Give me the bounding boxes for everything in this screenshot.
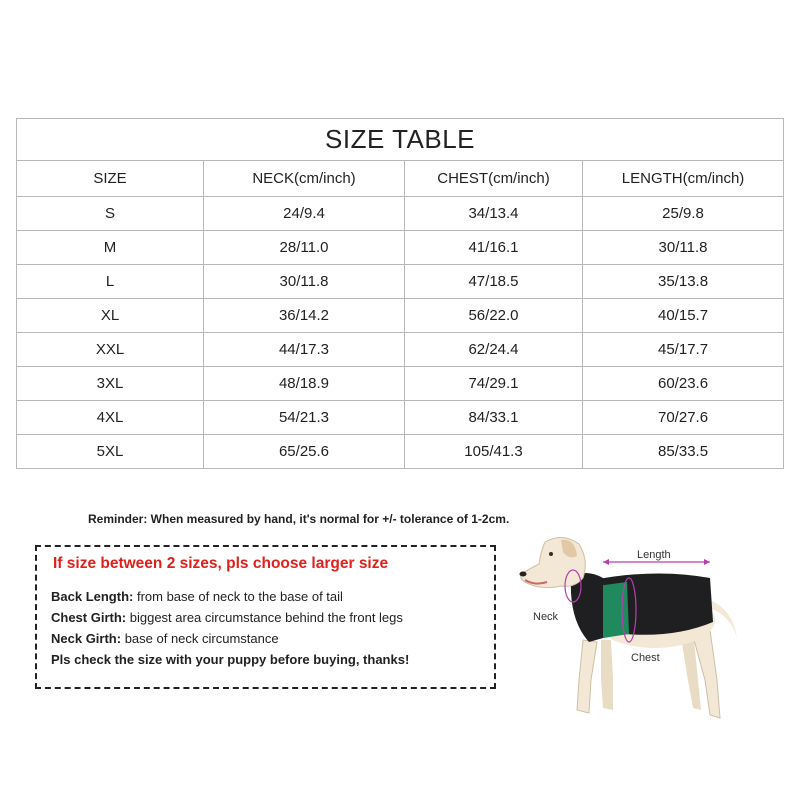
neck-cell: 54/21.3 — [204, 401, 405, 435]
back-length-text: from base of neck to the base of tail — [133, 589, 343, 604]
chest-girth-label: Chest Girth: — [51, 610, 127, 625]
header-size: SIZE — [17, 161, 204, 197]
size-cell: M — [17, 231, 204, 265]
size-cell: 3XL — [17, 367, 204, 401]
length-arrow-left — [603, 559, 609, 565]
size-cell: S — [17, 197, 204, 231]
length-label: Length — [637, 549, 671, 561]
chest-cell: 105/41.3 — [405, 435, 583, 469]
table-row — [17, 367, 784, 401]
length-cell: 70/27.6 — [583, 401, 784, 435]
size-cell: 4XL — [17, 401, 204, 435]
neck-girth-label: Neck Girth: — [51, 631, 122, 646]
chest-label: Chest — [631, 652, 660, 664]
length-cell: 85/33.5 — [583, 435, 784, 469]
dog-eye — [549, 552, 553, 556]
neck-cell: 36/14.2 — [204, 299, 405, 333]
neck-girth-line — [51, 631, 279, 646]
neck-cell: 48/18.9 — [204, 367, 405, 401]
measurement-instructions-box — [35, 545, 496, 689]
neck-cell: 65/25.6 — [204, 435, 405, 469]
length-cell: 40/15.7 — [583, 299, 784, 333]
length-arrow-right — [704, 559, 710, 565]
neck-cell: 44/17.3 — [204, 333, 405, 367]
neck-girth-text: base of neck circumstance — [121, 631, 279, 646]
size-cell: XXL — [17, 333, 204, 367]
header-neck: NECK(cm/inch) — [204, 161, 405, 197]
header-chest: CHEST(cm/inch) — [405, 161, 583, 197]
table-row — [17, 197, 784, 231]
dog-head — [521, 537, 586, 587]
chest-cell: 47/18.5 — [405, 265, 583, 299]
chest-cell: 41/16.1 — [405, 231, 583, 265]
dog-front-leg — [577, 640, 597, 713]
table-row — [17, 401, 784, 435]
length-cell: 35/13.8 — [583, 265, 784, 299]
dog-measurement-illustration — [505, 530, 785, 730]
chest-cell: 34/13.4 — [405, 197, 583, 231]
neck-cell: 24/9.4 — [204, 197, 405, 231]
length-cell: 45/17.7 — [583, 333, 784, 367]
chest-cell: 56/22.0 — [405, 299, 583, 333]
table-title: SIZE TABLE — [17, 119, 784, 161]
size-cell: L — [17, 265, 204, 299]
dog-nose — [520, 572, 527, 577]
check-size-note: Pls check the size with your puppy before buying, thanks! — [51, 652, 410, 667]
neck-label: Neck — [533, 611, 559, 623]
dog-back-front-leg — [601, 640, 613, 710]
length-cell: 60/23.6 — [583, 367, 784, 401]
header-length: LENGTH(cm/inch) — [583, 161, 784, 197]
length-cell: 25/9.8 — [583, 197, 784, 231]
back-length-label: Back Length: — [51, 589, 134, 604]
size-advice-headline: If size between 2 sizes, pls choose larger size — [53, 555, 389, 572]
chest-girth-text: biggest area circumstance behind the front legs — [126, 610, 403, 625]
size-table — [16, 118, 784, 469]
length-cell: 30/11.8 — [583, 231, 784, 265]
table-row — [17, 231, 784, 265]
chest-cell: 62/24.4 — [405, 333, 583, 367]
neck-cell: 28/11.0 — [204, 231, 405, 265]
size-cell: XL — [17, 299, 204, 333]
size-cell: 5XL — [17, 435, 204, 469]
table-row — [17, 299, 784, 333]
table-row — [17, 333, 784, 367]
chest-cell: 74/29.1 — [405, 367, 583, 401]
tolerance-reminder: Reminder: When measured by hand, it's normal for +/- tolerance of 1-2cm. — [88, 512, 510, 526]
table-row — [17, 435, 784, 469]
chest-cell: 84/33.1 — [405, 401, 583, 435]
neck-cell: 30/11.8 — [204, 265, 405, 299]
table-row — [17, 265, 784, 299]
chest-girth-line — [51, 610, 403, 625]
back-length-line — [51, 589, 343, 604]
